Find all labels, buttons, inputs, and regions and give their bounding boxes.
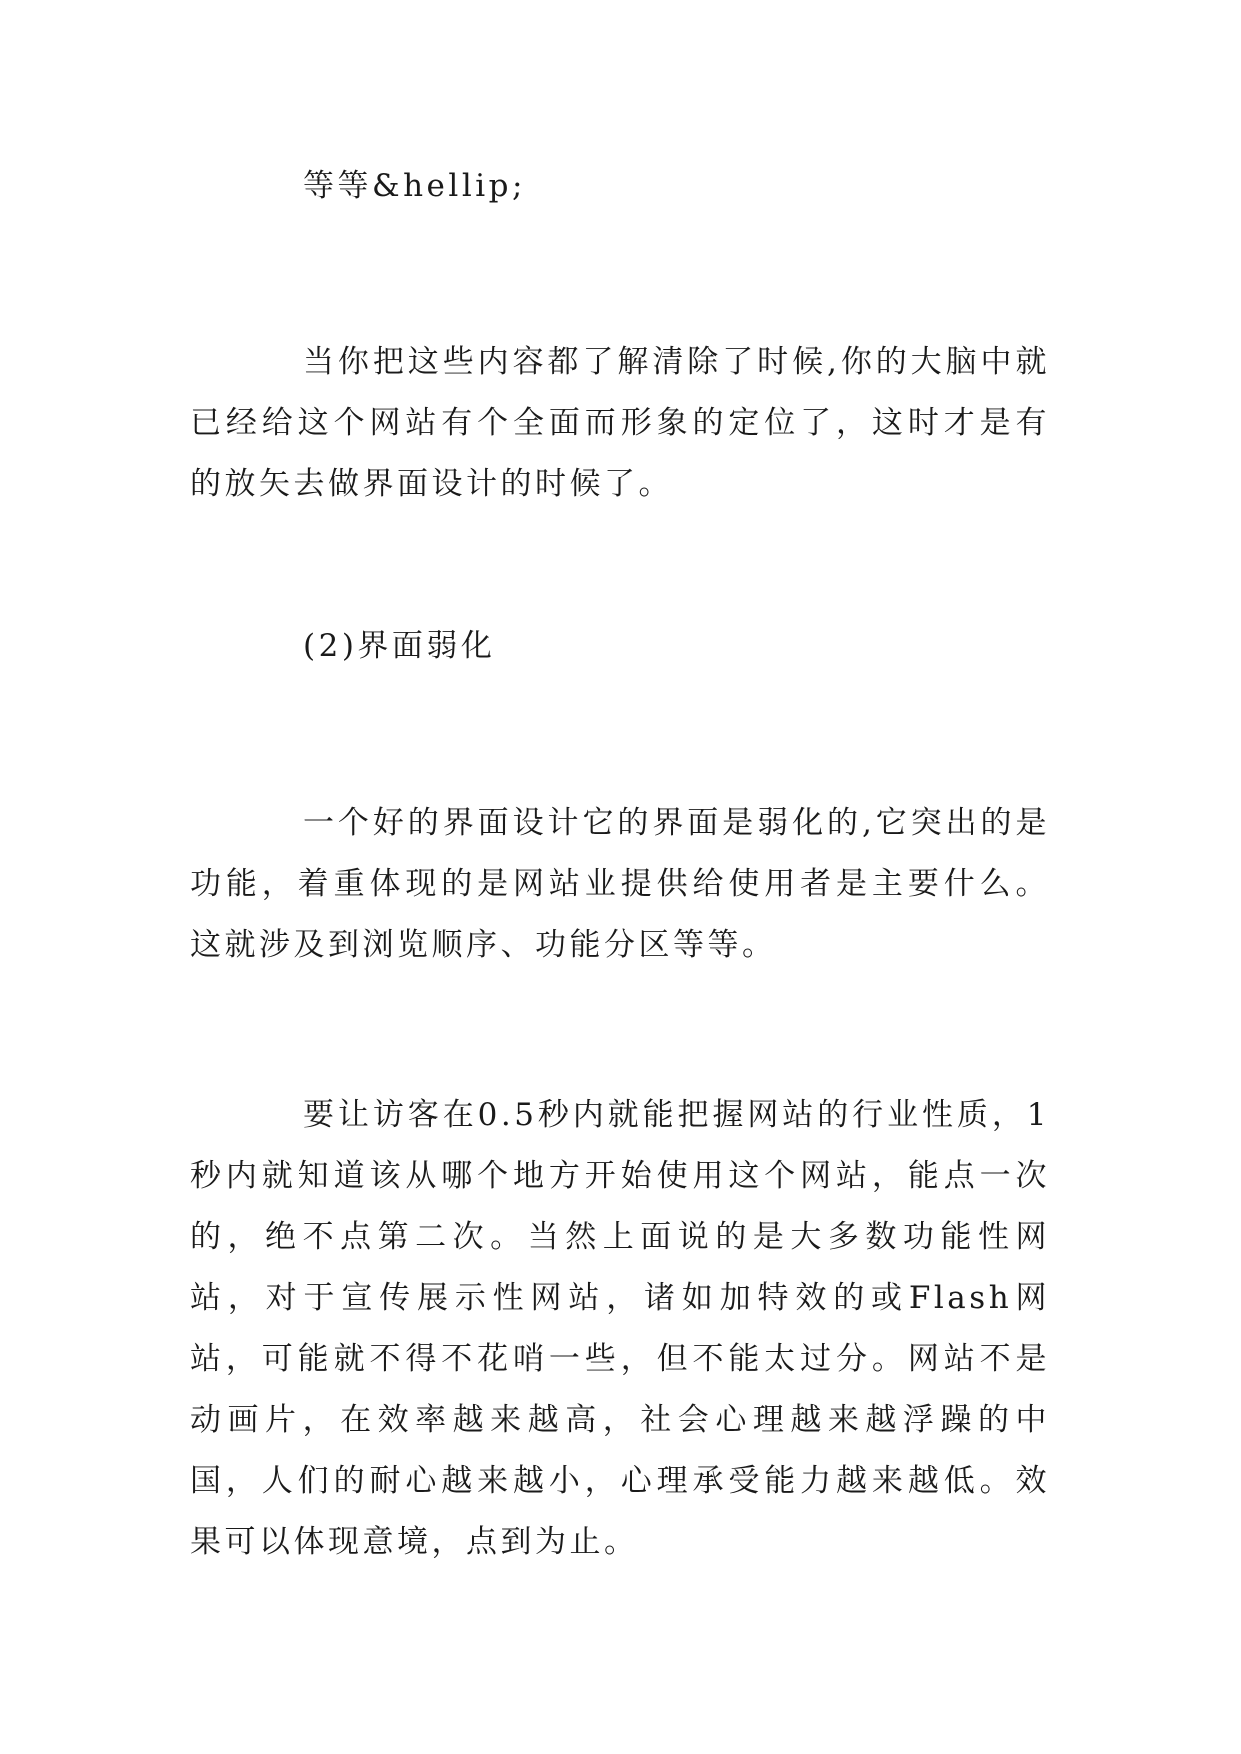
paragraph-etc: 等等&hellip; xyxy=(303,168,526,204)
paragraph-weakened-interface: 一个好的界面设计它的界面是弱化的,它突出的是功能，着重体现的是网站业提供给使用者是主要什么。这就涉及到浏览顺序、功能分区等等。 xyxy=(190,805,1050,963)
paragraph-positioning: 当你把这些内容都了解清除了时候,你的大脑中就已经给这个网站有个全面而形象的定位了，这时才是有的放矢去做界面设计的时候了。 xyxy=(190,344,1050,502)
section-heading-interface-weakening: (2)界面弱化 xyxy=(303,628,496,664)
paragraph-visitor-efficiency: 要让访客在0.5秒内就能把握网站的行业性质，1秒内就知道该从哪个地方开始使用这个网站，能点一次的，绝不点第二次。当然上面说的是大多数功能性网站，对于宣传展示性网站，诸如加特效的或Flash网站，可能就不得不花哨一些，但不能太过分。网站不是动画片，在效率越来越高，社会心理越来越浮躁的中国，人们的耐心越来越小，心理承受能力越来越低。效果可以体现意境，点到为止。 xyxy=(190,1097,1050,1560)
